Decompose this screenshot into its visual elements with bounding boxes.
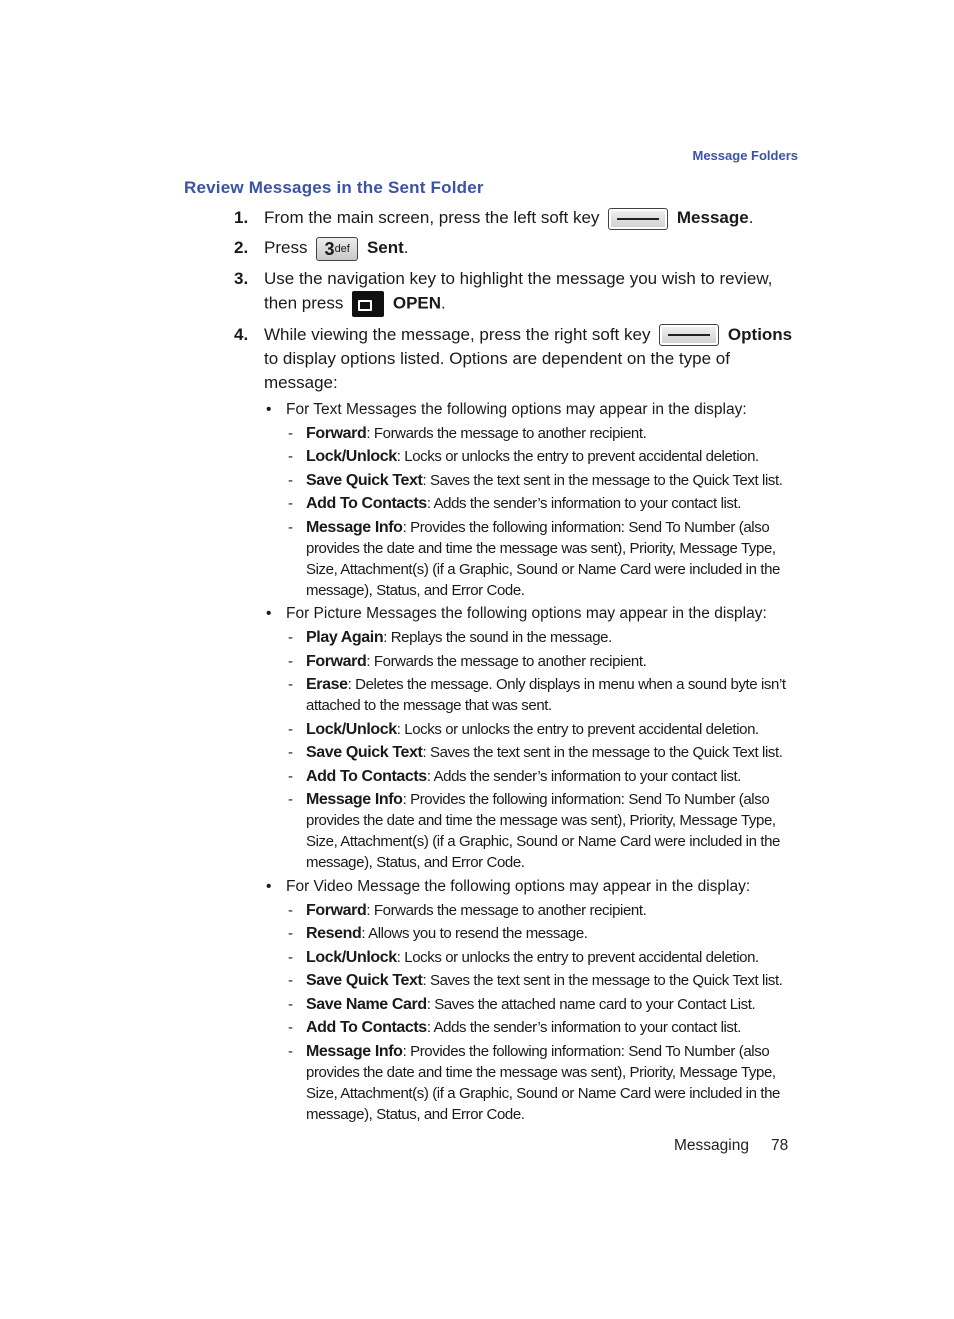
- step-text-tail: to display options listed. Options are dependent on the type of message:: [264, 348, 730, 392]
- step-keyword: OPEN: [392, 293, 442, 312]
- key-digit: 3: [324, 238, 335, 259]
- dash-marker: -: [288, 744, 293, 762]
- option-list: [286, 627, 804, 873]
- dash-marker: -: [288, 518, 293, 536]
- option-desc: : Locks or unlocks the entry to prevent accidental deletion.: [396, 948, 759, 966]
- option-item: [286, 970, 804, 991]
- option-term: Lock/Unlock: [306, 448, 397, 466]
- option-item: [286, 446, 804, 467]
- step-keyword: Message: [676, 208, 749, 227]
- option-item: [286, 1017, 804, 1038]
- option-item: [286, 517, 804, 601]
- option-item: [286, 789, 804, 873]
- option-item: [286, 651, 804, 672]
- option-desc: : Adds the sender’s information to your contact list.: [426, 767, 742, 785]
- option-desc: : Provides the following information: Send To Number (also provides the date and time the message was sent), Priority, Message Type, Size, Attachment(s) (if a Graphic, Sound or Name Card were included in the message), Status, and Error Code.: [306, 1042, 780, 1123]
- step-item: [234, 236, 804, 261]
- option-desc: : Forwards the message to another recipient.: [366, 424, 647, 442]
- option-item: [286, 923, 804, 944]
- step-text-tail: .: [748, 208, 754, 227]
- option-desc: : Saves the text sent in the message to the Quick Text list.: [422, 744, 783, 762]
- option-desc: : Adds the sender’s information to your contact list.: [426, 495, 742, 513]
- option-term: Add To Contacts: [306, 767, 427, 785]
- steps-list: [234, 206, 804, 1131]
- section-title: Review Messages in the Sent Folder: [184, 178, 484, 197]
- step-keyword: Sent: [366, 238, 404, 257]
- dash-marker: -: [288, 629, 293, 647]
- dash-marker: -: [288, 495, 293, 513]
- option-term: Add To Contacts: [306, 495, 427, 513]
- number-key-icon: [316, 237, 358, 261]
- option-term: Save Name Card: [306, 995, 427, 1013]
- option-term: Lock/Unlock: [306, 720, 397, 738]
- option-term: Forward: [306, 424, 367, 442]
- option-term: Save Quick Text: [306, 972, 423, 990]
- dash-marker: -: [288, 925, 293, 943]
- dash-marker: -: [288, 972, 293, 990]
- option-item: [286, 493, 804, 514]
- bullet-item: [264, 876, 804, 1125]
- step-text-tail: .: [403, 238, 409, 257]
- dash-marker: -: [288, 901, 293, 919]
- step-text-tail: .: [441, 293, 446, 312]
- option-item: [286, 470, 804, 491]
- dash-marker: -: [288, 448, 293, 466]
- dash-marker: -: [288, 652, 293, 670]
- option-item: [286, 742, 804, 763]
- option-term: Erase: [306, 676, 348, 694]
- option-item: [286, 766, 804, 787]
- option-term: Resend: [306, 925, 362, 943]
- step-item: [234, 267, 804, 317]
- option-desc: : Locks or unlocks the entry to prevent accidental deletion.: [396, 448, 759, 466]
- dash-marker: -: [288, 1019, 293, 1037]
- step-number: 1.: [234, 208, 249, 227]
- bullet-dot: •: [266, 877, 272, 895]
- dash-marker: -: [288, 1042, 293, 1060]
- option-desc: : Deletes the message. Only displays in menu when a sound byte isn’t attached to the message that was sent.: [306, 676, 786, 715]
- footer-section: Messaging: [674, 1137, 749, 1154]
- option-item: [286, 1041, 804, 1125]
- option-bullets: [264, 399, 804, 1125]
- option-term: Message Info: [306, 518, 403, 536]
- option-term: Save Quick Text: [306, 471, 423, 489]
- option-term: Play Again: [306, 629, 384, 647]
- page-footer: [674, 1137, 788, 1155]
- option-desc: : Provides the following information: Send To Number (also provides the date and time the message was sent), Priority, Message Type, Size, Attachment(s) (if a Graphic, Sound or Name Card were included in the message), Status, and Error Code.: [306, 791, 780, 872]
- option-term: Message Info: [306, 791, 403, 809]
- dash-marker: -: [288, 471, 293, 489]
- option-desc: : Forwards the message to another recipient.: [366, 901, 647, 919]
- page-number: 78: [770, 1137, 789, 1154]
- option-desc: : Locks or unlocks the entry to prevent accidental deletion.: [396, 720, 759, 738]
- option-desc: : Saves the attached name card to your Contact List.: [426, 995, 756, 1013]
- step-text: Press: [264, 238, 308, 257]
- option-desc: : Adds the sender’s information to your contact list.: [426, 1019, 742, 1037]
- option-item: [286, 627, 804, 648]
- ok-key-icon: [352, 291, 384, 317]
- dash-marker: -: [288, 995, 293, 1013]
- bullet-item: [264, 399, 804, 601]
- running-head: Message Folders: [692, 148, 798, 163]
- option-item: [286, 423, 804, 444]
- step-text: Use the navigation key to highlight the message you wish to review, then press: [264, 268, 773, 312]
- step-item: [234, 206, 804, 230]
- step-number: 3.: [234, 268, 249, 288]
- dash-marker: -: [288, 676, 293, 694]
- option-item: [286, 900, 804, 921]
- option-item: [286, 947, 804, 968]
- option-term: Message Info: [306, 1042, 403, 1060]
- bullet-item: [264, 603, 804, 873]
- dash-marker: -: [288, 720, 293, 738]
- step-number: 2.: [234, 238, 249, 257]
- bullet-text: For Text Messages the following options may appear in the display:: [286, 400, 747, 418]
- option-term: Save Quick Text: [306, 744, 423, 762]
- option-desc: : Provides the following information: Send To Number (also provides the date and time the message was sent), Priority, Message Type, Size, Attachment(s) (if a Graphic, Sound or Name Card were included in the message), Status, and Error Code.: [306, 518, 780, 599]
- option-desc: : Forwards the message to another recipient.: [366, 652, 647, 670]
- option-term: Add To Contacts: [306, 1019, 427, 1037]
- option-desc: : Allows you to resend the message.: [361, 925, 588, 943]
- option-term: Lock/Unlock: [306, 948, 397, 966]
- step-keyword: Options: [727, 324, 793, 344]
- dash-marker: -: [288, 767, 293, 785]
- bullet-dot: •: [266, 400, 272, 418]
- bullet-text: For Video Message the following options may appear in the display:: [286, 877, 751, 895]
- option-item: [286, 719, 804, 740]
- step-number: 4.: [234, 324, 249, 344]
- bullet-text: For Picture Messages the following options may appear in the display:: [286, 605, 767, 623]
- dash-marker: -: [288, 424, 293, 442]
- key-letters: def: [334, 242, 350, 255]
- option-item: [286, 994, 804, 1015]
- option-list: [286, 423, 804, 601]
- option-term: Forward: [306, 901, 367, 919]
- soft-key-icon: [659, 324, 719, 346]
- option-desc: : Replays the sound in the message.: [383, 629, 612, 647]
- step-text: From the main screen, press the left soft key: [264, 208, 600, 227]
- option-list: [286, 900, 804, 1125]
- dash-marker: -: [288, 948, 293, 966]
- dash-marker: -: [288, 791, 293, 809]
- option-item: [286, 674, 804, 716]
- option-desc: : Saves the text sent in the message to the Quick Text list.: [422, 972, 783, 990]
- bullet-dot: •: [266, 605, 272, 623]
- step-text: While viewing the message, press the right soft key: [264, 324, 651, 344]
- step-item: [234, 323, 804, 1125]
- option-desc: : Saves the text sent in the message to the Quick Text list.: [422, 471, 783, 489]
- soft-key-icon: [608, 208, 668, 230]
- option-term: Forward: [306, 652, 367, 670]
